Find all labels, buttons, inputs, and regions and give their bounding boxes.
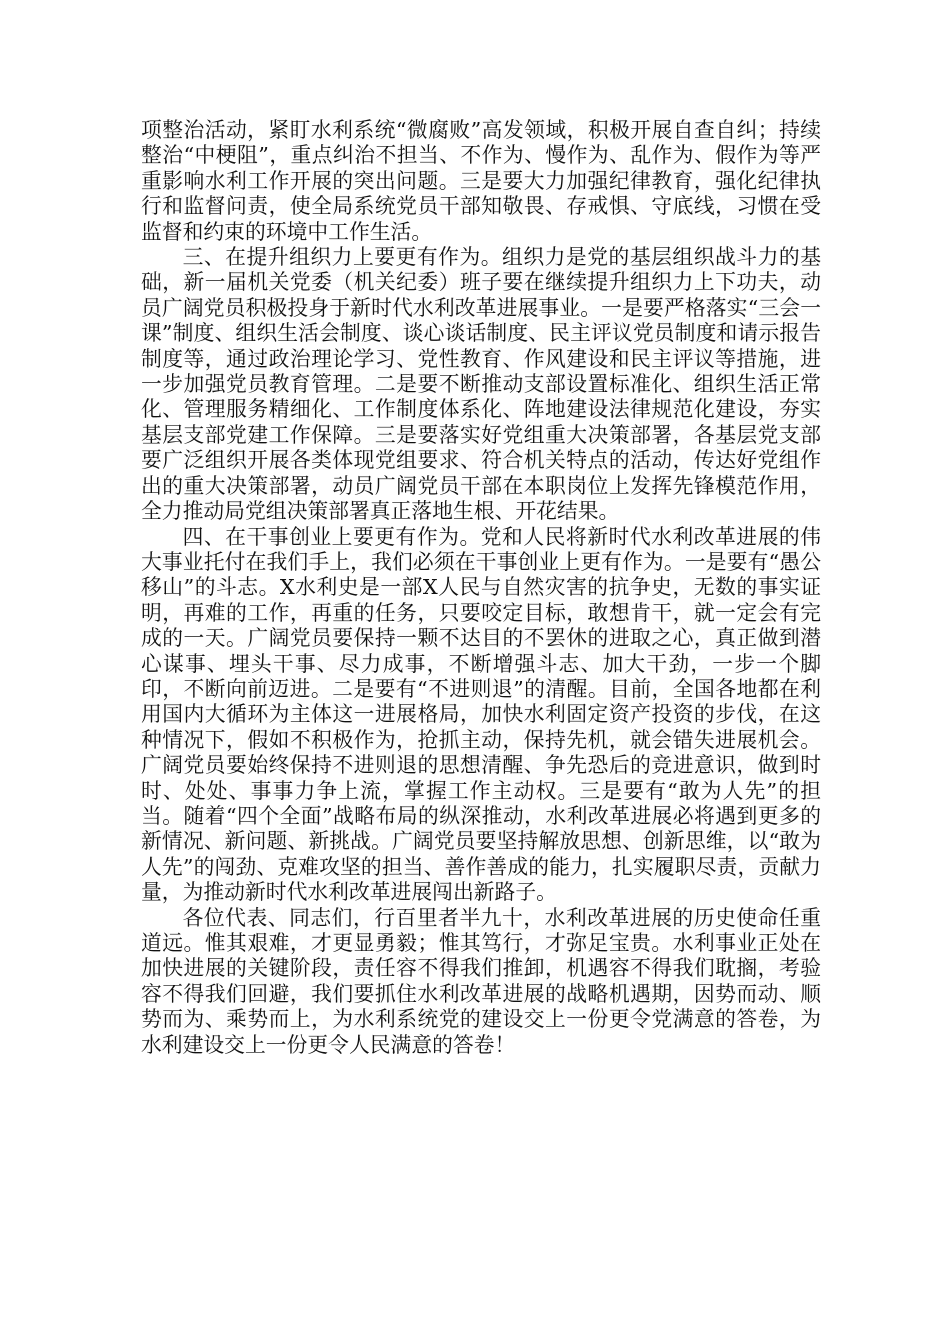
- paragraph-organization-power: 三、在提升组织力上要更有作为。组织力是党的基层组织战斗力的基础，新一届机关党委（机关纪委）班子要在继续提升组织力上下功夫，动员广阔党员积极投身于新时代水利改革进展事业。一是要严格落实“三会一课”制度、组织生活会制度、谈心谈话制度、民主评议党员制度和请示报告制度等，通过政治理论学习、党性教育、作风建设和民主评议等措施，进一步加强党员教育管理。二是要不断推动支部设置标准化、组织生活正常化、管理服务精细化、工作制度体系化、阵地建设法律规范化建设，夯实基层支部党建工作保障。三是要落实好党组重大决策部署，各基层党支部要广泛组织开展各类体现党组要求、符合机关特点的活动，传达好党组作出的重大决策部署，动员广阔党员干部在本职岗位上发挥先锋模范作用，全力推动局党组决策部署真正落地生根、开花结果。: [141, 245, 821, 524]
- paragraph-entrepreneurship: 四、在干事创业上要更有作为。党和人民将新时代水利改革进展的伟大事业托付在我们手上，我们必须在干事创业上更有作为。一是要有“愚公移山”的斗志。X水利史是一部X人民与自然灾害的抗争史，无数的事实证明，再难的工作，再重的任务，只要咬定目标，敢想肯干，就一定会有完成的一天。广阔党员要保持一颗不达目的不罢休的进取之心，真正做到潜心谋事、埋头干事、尽力成事，不断增强斗志、加大干劲，一步一个脚印，不断向前迈进。二是要有“不进则退”的清醒。目前，全国各地都在利用国内大循环为主体这一进展格局，加快水利固定资产投资的步伐，在这种情况下，假如不积极作为，抢抓主动，保持先机，就会错失进展机会。广阔党员要始终保持不进则退的思想清醒、争先恐后的竞进意识，做到时时、处处、事事力争上流，掌握工作主动权。三是要有“敢为人先”的担当。随着“四个全面”战略布局的纵深推动，水利改革进展必将遇到更多的新情况、新问题、新挑战。广阔党员要坚持解放思想、创新思维，以“敢为人先”的闯劲、克难攻坚的担当、善作善成的能力，扎实履职尽责，贡献力量，为推动新时代水利改革进展闯出新路子。: [141, 524, 821, 905]
- document-body: [141, 118, 821, 1058]
- paragraph-closing: 各位代表、同志们，行百里者半九十，水利改革进展的历史使命任重道远。惟其艰难，才更显勇毅；惟其笃行，才弥足宝贵。水利事业正处在加快进展的关键阶段，责任容不得我们推卸，机遇容不得我们耽搁，考验容不得我们回避，我们要抓住水利改革进展的战略机遇期，因势而动、顺势而为、乘势而上，为水利系统党的建设交上一份更令党满意的答卷，为水利建设交上一份更令人民满意的答卷！: [141, 905, 821, 1057]
- paragraph-discipline-continued: 项整治活动，紧盯水利系统“微腐败”高发领域，积极开展自查自纠；持续整治“中梗阻”，重点纠治不担当、不作为、慢作为、乱作为、假作为等严重影响水利工作开展的突出问题。三是要大力加强纪律教育，强化纪律执行和监督问责，使全局系统党员干部知敬畏、存戒惧、守底线，习惯在受监督和约束的环境中工作生活。: [141, 118, 821, 244]
